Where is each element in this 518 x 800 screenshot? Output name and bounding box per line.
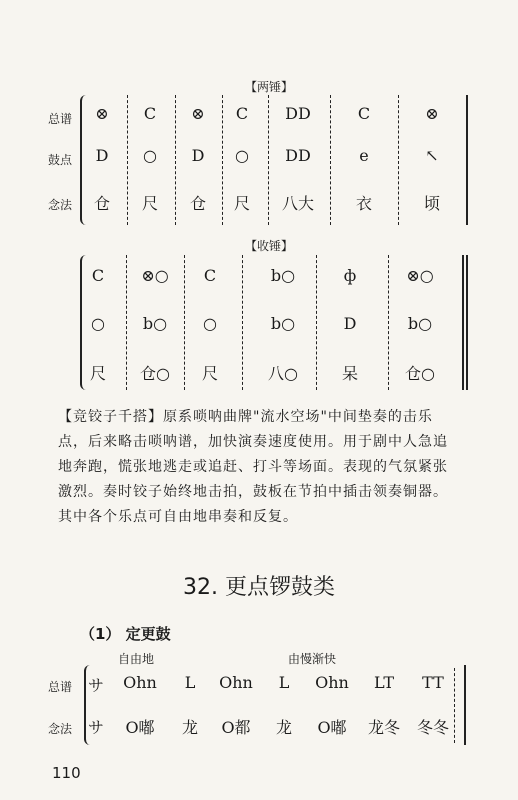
bar-line [268,95,270,225]
score-cell: 呆 [341,364,358,383]
score-cell: ○ [235,146,249,165]
score-cell: 尺 [141,194,158,213]
section2-end-bar [462,255,464,390]
score-cell: C [143,104,157,123]
score-cell: C [91,266,105,285]
section2-end-bar-2 [466,255,468,390]
score-cell: LT [374,673,394,692]
section2-header: 【收锤】 [245,239,294,253]
score-cell: ○ [203,314,217,333]
score-cell: O嘟 [317,718,347,737]
description-paragraph: 【竞铰子千搭】原系唢呐曲牌"流水空场"中间垫奏的击乐点，后来略击唢呐谱，加快演奏速度使用。用于剧中人急追地奔跑，慌张地逃走或追赶、打斗等场面。表现的气氛紧张激烈。奏时铰子始终地击拍，鼓板在节拍中插击领奏铜器。其中各个乐点可自由地串奏和反复。 [58,409,448,525]
score-cell: ⊗ [191,104,205,123]
score-cell: 仓○ [405,364,435,383]
score-cell: D [343,314,357,333]
score-cell: ⊗ [425,104,439,123]
score-cell: C [357,104,371,123]
score-cell: ⊗○ [141,266,169,285]
page-number: 110 [52,764,81,782]
score-cell: DD [285,104,311,123]
score-cell: ⊗ [95,104,109,123]
bar-line [316,255,318,390]
score-cell: 尺 [233,194,250,213]
bar-line [126,255,128,390]
score-cell: 冬冬 [416,718,449,737]
score-cell: ↖ [425,146,439,165]
score-cell: 仓 [189,194,206,213]
score-cell: Ohn [219,673,253,692]
score-cell: C [203,266,217,285]
row-label-drum: 鼓点 [48,153,73,167]
section-title: 32. 更点锣鼓类 [183,575,335,600]
score-cell: b○ [407,314,433,333]
row-label-recite: 念法 [48,198,73,212]
score-cell: C [235,104,249,123]
score-cell: 尺 [89,364,106,383]
score-cell: 仓 [93,194,110,213]
score-cell: ○ [91,314,105,333]
score-cell: 龙 [181,718,198,737]
score-cell: ○ [143,146,157,165]
bar-line [388,255,390,390]
score-cell: 衣 [355,194,372,213]
bar-line [222,95,224,225]
bar-line [242,255,244,390]
score-cell: 尺 [201,364,218,383]
score-cell: b○ [270,266,296,285]
tempo-free: 自由地 [118,652,155,666]
score-cell: O都 [221,718,251,737]
bar-line [127,95,129,225]
bar-line [398,95,400,225]
row-label-recite-3: 念法 [48,722,73,736]
score-cell: L [278,673,290,692]
score-cell: e [359,146,369,165]
section3-bar [454,668,456,743]
score-cell: 八大 [281,194,314,213]
score-cell: 仓○ [140,364,170,383]
score-cell: 顷 [423,194,440,213]
score-cell: ⊗○ [406,266,434,285]
score-cell: DD [285,146,311,165]
score-cell: 龙 [275,718,292,737]
bar-line [175,95,177,225]
bar-line [330,95,332,225]
score-cell: TT [422,673,444,692]
score-cell: サ [87,718,104,737]
score-cell: 龙冬 [367,718,400,737]
score-cell: ф [343,266,357,285]
score-cell: D [95,146,109,165]
score-cell: サ [87,676,104,695]
score-cell: D [191,146,205,165]
tempo-accel: 由慢渐快 [288,652,337,666]
score-cell: L [184,673,196,692]
score-cell: 八○ [268,364,298,383]
score-cell: O嘟 [125,718,155,737]
bar-line [184,255,186,390]
score-cell: Ohn [315,673,349,692]
row-label-score-3: 总谱 [48,680,73,694]
row-label-score: 总谱 [48,112,73,126]
subsection-title: （1） 定更鼓 [80,625,171,643]
score-cell: b○ [270,314,296,333]
score-cell: b○ [142,314,168,333]
score-cell: Ohn [123,673,157,692]
section1-header: 【两锤】 [245,80,294,94]
section1-end-bar [466,95,468,225]
section3-end-bar [464,665,466,745]
